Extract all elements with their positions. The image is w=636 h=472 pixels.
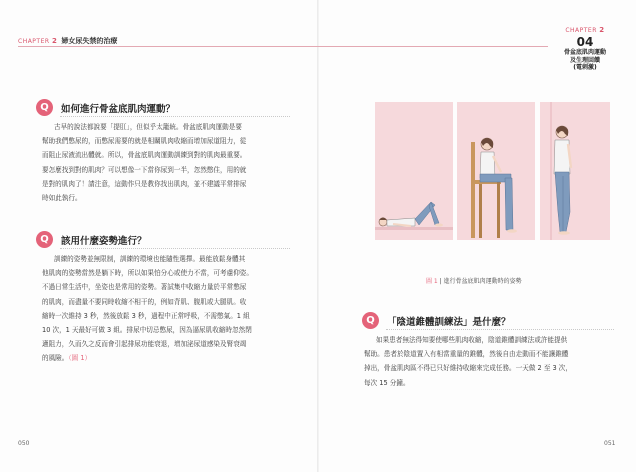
tab-title-line: (電刺激) bbox=[573, 64, 597, 71]
standing-pose-illustration bbox=[540, 102, 610, 240]
section-heading-posture bbox=[36, 231, 147, 248]
gutter bbox=[317, 0, 319, 472]
header-rule bbox=[18, 46, 548, 47]
page-number-right: 051 bbox=[604, 440, 616, 447]
figure-caption-text: 進行骨盆底肌肉運動時的姿勢 bbox=[443, 278, 522, 285]
figure-reference[interactable]: （圖 1） bbox=[68, 354, 92, 363]
section-number: 04 bbox=[576, 35, 594, 49]
question-badge: Q bbox=[362, 312, 379, 329]
paragraph-cone: 如果患者無法得知要使哪些肌肉收縮，陰道錐體訓練法或許能提供 幫助。患者於陰道置入有相當重量的錐體，然後自由走動而不能讓錐體 掉出，骨盆肌肉區不得已只好維持收縮來完成任務。一天做 2 至 3 次， 每次 15 分鐘。 bbox=[364, 336, 572, 387]
section-title: 如何進行骨盆底肌肉運動？ bbox=[61, 103, 176, 115]
heading-underline bbox=[60, 116, 290, 117]
paragraph-how: 古早的說法都說要「提肛」，但似乎太籠統。骨盆底肌肉運動是要 幫助我們憋尿的，而憋尿需要的就是相關肌肉收縮而增加尿道阻力，從 而阻止尿液流出體就。所以，骨盆底肌肉運動訓練到對的肌肉最重要。 要怎麼找到對的肌肉？可以想像一下當你尿到一半，忽然憋住，用的就 是對的肌肉了！請注意，這動作只是教你找出肌肉，並不建議平常排尿 時如此執行。 bbox=[42, 123, 247, 203]
chapter-tab bbox=[556, 26, 614, 72]
tab-title-line: 及生理回饋 bbox=[569, 56, 600, 64]
chapter-label: CHAPTER 2 bbox=[565, 26, 605, 34]
chapter-label: CHAPTER 2 bbox=[18, 37, 58, 45]
figure-label: 圖 1 bbox=[426, 278, 438, 285]
book-title: 婦女尿失禁的治療 bbox=[61, 37, 118, 45]
section-heading-how bbox=[36, 99, 175, 116]
heading-underline bbox=[386, 329, 614, 330]
figure-panel-lying bbox=[375, 102, 453, 240]
section-title: 「陰道錐體訓練法」是什麼？ bbox=[387, 316, 511, 328]
figure-caption: 圖 1 | 進行骨盆底肌肉運動時的姿勢 bbox=[426, 278, 522, 285]
lying-pose-illustration bbox=[375, 102, 453, 240]
figure-panel-standing bbox=[540, 102, 610, 240]
heading-underline bbox=[60, 248, 290, 249]
page-number-left: 050 bbox=[18, 440, 30, 447]
running-head bbox=[18, 36, 117, 46]
section-title: 該用什麼姿勢進行？ bbox=[61, 235, 147, 247]
question-badge: Q bbox=[36, 99, 53, 116]
tab-title-line: 骨盆底肌肉運動 bbox=[563, 49, 606, 56]
figure-panel-sitting bbox=[457, 102, 535, 240]
paragraph-posture: 訓練的姿勢並無限制，訓練的環境也能隨性選擇。最能放鬆身體其 他肌肉的姿勢當然是躺下時，所以如果怕分心或使力不當，可考慮仰姿。 不過日常生活中，坐姿也是常用的姿勢。著試集中收縮力量於平常憋尿 的肌肉，而盡量不要同時收縮不相干的，例如背肌、腹肌或大腿肌。收 縮時一次維持 3 秒，然後放鬆 3 秒，過程中正常呼吸，不需憋氣。1 組 10 次，1 天最好可做 3 組。排尿中切忌憋尿，因為逼尿肌收縮時忽然閉 適阻力，久而久之反而會引起排尿功能衰退，增加泌尿道感染及腎衰竭 的風險。（圖 1） bbox=[42, 255, 253, 363]
sitting-pose-illustration bbox=[457, 102, 535, 240]
question-badge: Q bbox=[36, 231, 53, 248]
section-heading-cone bbox=[362, 312, 511, 329]
